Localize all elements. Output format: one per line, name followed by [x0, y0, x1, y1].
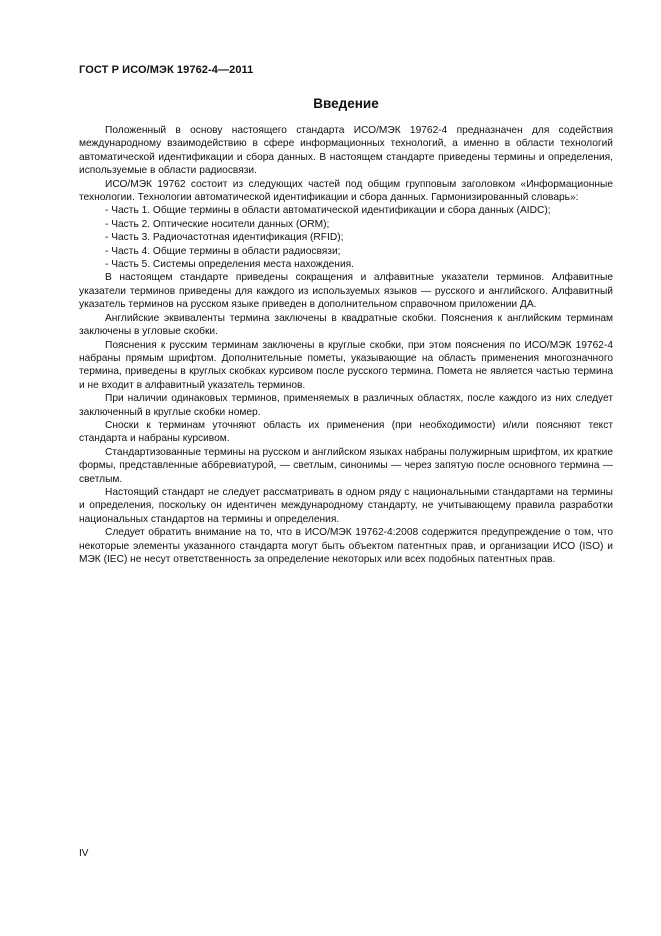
- list-item: - Часть 1. Общие термины в области автоматической идентификации и сбора данных (AIDC);: [105, 205, 551, 217]
- section-title: Введение: [313, 96, 379, 111]
- paragraph-national-standards: Настоящий стандарт не следует рассматривать в одном ряду с национальными стандартами на термины и определения, поскольку он идентичен международному стандарту, не учитывающему правила разработки национальных стандартов на термины и определения.: [79, 486, 613, 525]
- paragraph-purpose: Положенный в основу настоящего стандарта ИСО/МЭК 19762-4 предназначен для содействия международному взаимодействию в сфере информационных технологий, а именно в области технологий автоматической идентификации и сбора данных. В настоящем стандарте приведены термины и определения, используемые в области радиосвязи.: [79, 125, 613, 177]
- paragraph-english-equivalents: Английские эквиваленты термина заключены в квадратные скобки. Пояснения к английским терминам заключены в угловые скобки.: [79, 312, 613, 338]
- paragraph-identical-terms: При наличии одинаковых терминов, применяемых в различных областях, после каждого из них следует заключенный в круглые скобки номер.: [79, 393, 613, 418]
- list-item: - Часть 5. Системы определения места нахождения.: [105, 259, 354, 271]
- list-item: - Часть 2. Оптические носители данных (ORM);: [105, 218, 330, 230]
- standard-designation: ГОСТ Р ИСО/МЭК 19762-4—2011: [79, 64, 254, 76]
- body-text: [79, 124, 613, 566]
- paragraph-typography: Стандартизованные термины на русском и английском языках набраны полужирным шрифтом, их краткие формы, представленные аббревиатурой, — светлым, синонимы — через запятую после основного термина — светлым.: [79, 446, 613, 485]
- paragraph-patent-notice: Следует обратить внимание на то, что в ИСО/МЭК 19762-4:2008 содержится предупреждение о том, что некоторые элементы указанного стандарта могут быть объектом патентных прав, и организации ИСО (ISO) и МЭК (IEC) не несут ответственность за определение некоторых или всех подобных патентных прав.: [79, 527, 613, 565]
- page-number: IV: [79, 848, 89, 859]
- list-item: - Часть 4. Общие термины в области радиосвязи;: [105, 245, 341, 257]
- list-item: - Часть 3. Радиочастотная идентификация (RFID);: [105, 232, 344, 244]
- parts-list: [79, 204, 613, 271]
- paragraph-structure: ИСО/МЭК 19762 состоит из следующих частей под общим групповым заголовком «Информационные технологии. Технологии автоматической идентификации и сбора данных. Гармонизированный словарь»:: [79, 178, 613, 204]
- paragraph-russian-explanations: Пояснения к русским терминам заключены в круглые скобки, при этом пояснения по ИСО/МЭК 19762-4 набраны прямым шрифтом. Дополнительные пометы, указывающие на область применения многозначного термина, приведены в круглых скобках курсивом после русского термина. Помета не является частью термина и не входит в алфавитный указатель терминов.: [79, 339, 613, 391]
- paragraph-indexes: В настоящем стандарте приведены сокращения и алфавитные указатели терминов. Алфавитные указатели терминов приведены для каждого из используемых языков — русского и английского. Алфавитный указатель терминов на русском языке приведен в дополнительном справочном приложении ДА.: [79, 272, 613, 311]
- paragraph-footnotes: Сноски к терминам уточняют область их применения (при необходимости) и/или поясняют текст стандарта и набраны курсивом.: [79, 419, 613, 445]
